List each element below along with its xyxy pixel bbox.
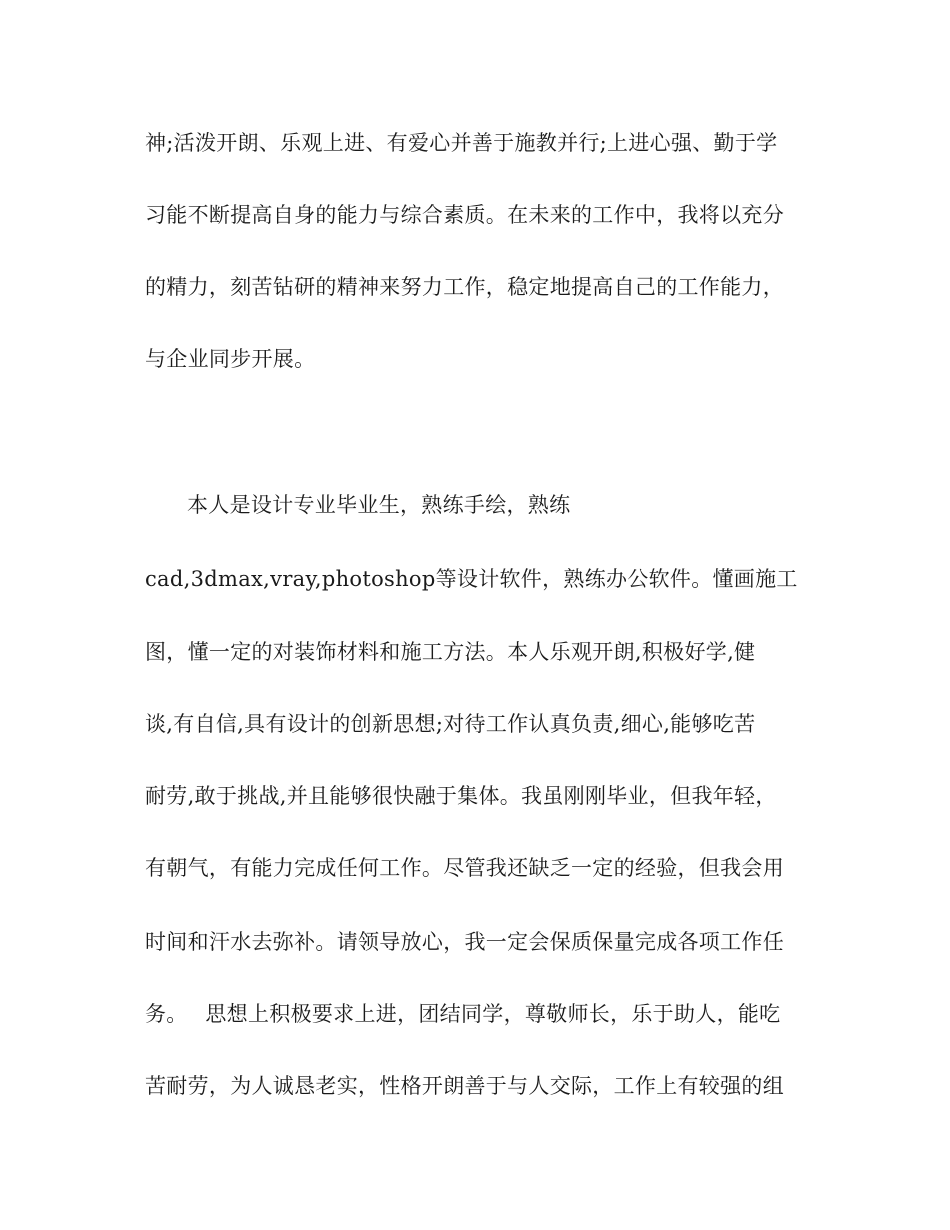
text-line: 有朝气，有能力完成任何工作。尽管我还缺乏一定的经验，但我会用 — [145, 856, 784, 880]
text-line: 本人是设计专业毕业生，熟练手绘，熟练 — [187, 493, 571, 517]
text-line: 时间和汗水去弥补。请领导放心，我一定会保质保量完成各项工作任 — [145, 930, 784, 954]
text-line: 图，懂一定的对装饰材料和施工方法。本人乐观开朗,积极好学,健 — [145, 640, 756, 664]
text-line: 神;活泼开朗、乐观上进、有爱心并善于施教并行;上进心强、勤于学 — [145, 131, 778, 155]
text-line: 耐劳,敢于挑战,并且能够很快融于集体。我虽刚刚毕业，但我年轻， — [145, 784, 777, 808]
text-line: 苦耐劳，为人诚恳老实，性格开朗善于与人交际，工作上有较强的组 — [145, 1074, 784, 1098]
text-line: 的精力，刻苦钻研的精神来努力工作，稳定地提高自己的工作能力， — [145, 275, 784, 299]
text-line: cad,3dmax,vray,photoshop等设计软件，熟练办公软件。懂画施工 — [145, 567, 798, 591]
text-line: 习能不断提高自身的能力与综合素质。在未来的工作中，我将以充分 — [145, 203, 784, 227]
text-line: 务。 思想上积极要求上进，团结同学，尊敬师长，乐于助人，能吃 — [145, 1002, 781, 1026]
text-line: 谈,有自信,具有设计的创新思想;对待工作认真负责,细心,能够吃苦 — [145, 712, 756, 736]
text-line: 与企业同步开展。 — [145, 347, 316, 371]
